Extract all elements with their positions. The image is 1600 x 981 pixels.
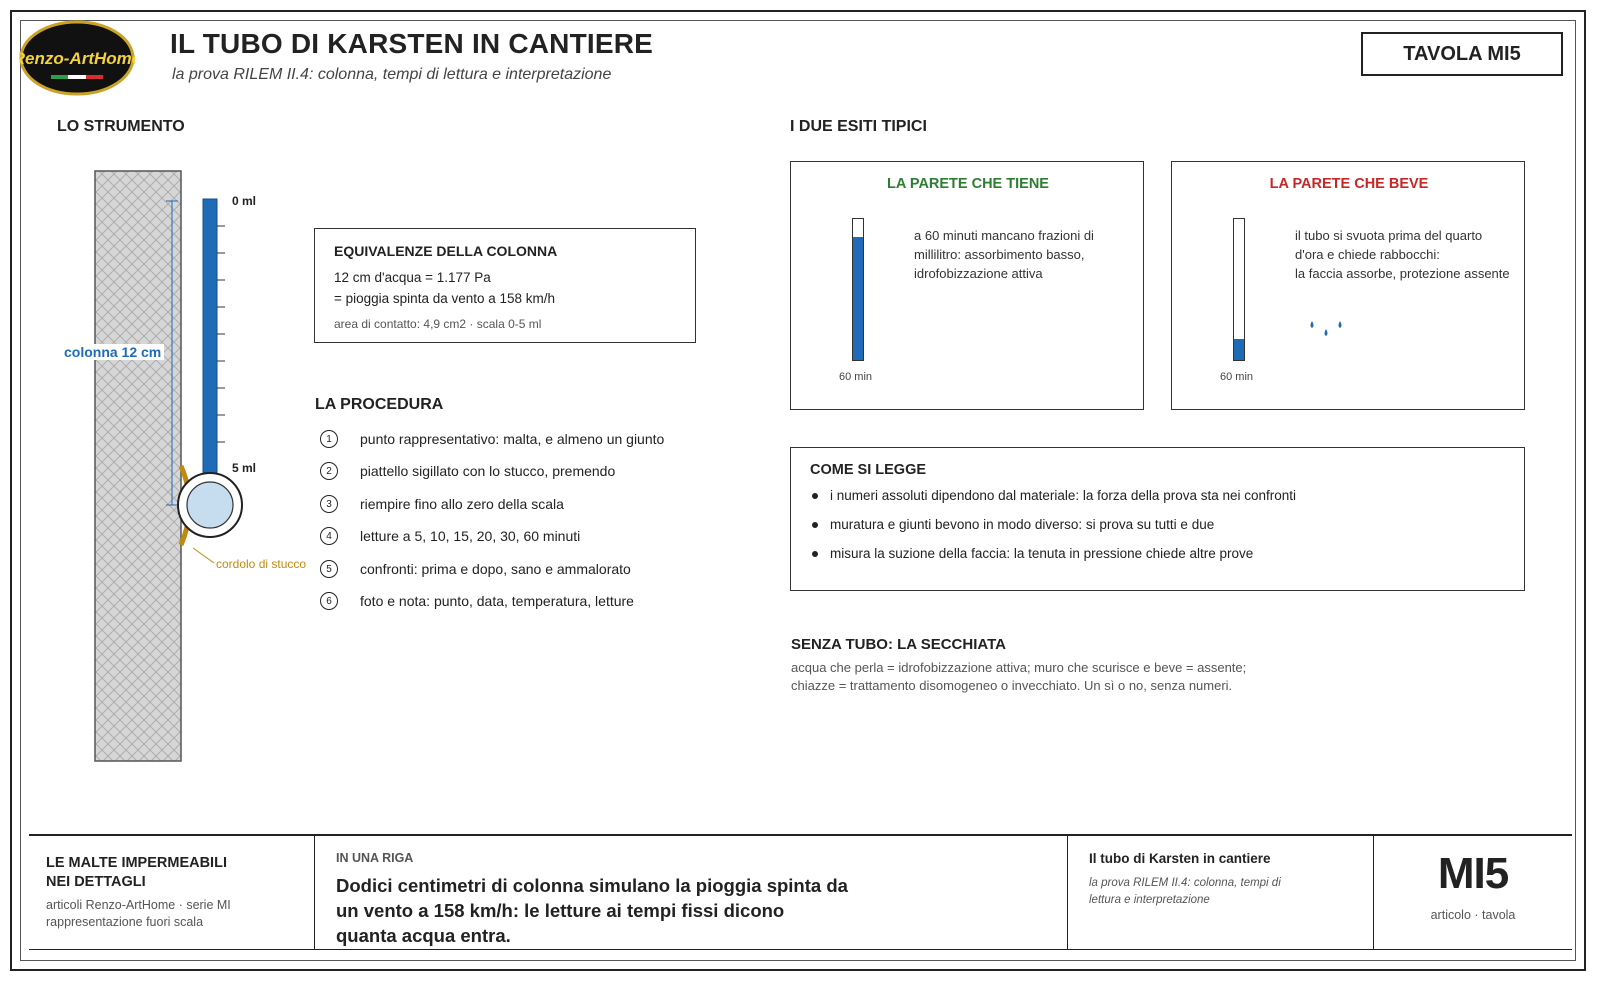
equivalenze-line3: area di contatto: 4,9 cm2 · scala 0-5 ml	[334, 317, 542, 331]
esito-beve-title: LA PARETE CHE BEVE	[1269, 176, 1429, 192]
series-sub-line2: rappresentazione fuori scala	[46, 915, 204, 929]
procedura-step	[320, 525, 580, 547]
series-sub	[46, 897, 231, 931]
esito-tiene-desc2: millilitro: assorbimento basso,	[914, 247, 1085, 262]
step-number: 2	[320, 462, 338, 480]
legge-item	[812, 546, 1253, 561]
bullet-icon	[812, 522, 818, 528]
label-5ml: 5 ml	[232, 461, 257, 475]
step-text: piattello sigillato con lo stucco, premendo	[360, 463, 616, 479]
esito-beve-desc	[1295, 226, 1510, 283]
legge-heading: COME SI LEGGE	[810, 462, 927, 478]
riga-text	[336, 873, 848, 948]
strumento-heading: LO STRUMENTO	[57, 118, 185, 135]
step-number: 6	[320, 592, 338, 610]
step-text: letture a 5, 10, 15, 20, 30, 60 minuti	[360, 528, 581, 544]
step-number: 5	[320, 560, 338, 578]
footer-top-rule	[29, 834, 1572, 836]
secchiata-heading: SENZA TUBO: LA SECCHIATA	[791, 636, 1006, 653]
esito-beve-desc1: il tubo si svuota prima del quarto	[1295, 228, 1483, 243]
riga-line2: un vento a 158 km/h: le letture ai tempi fissi dicono	[336, 900, 785, 921]
colonna-label: colonna 12 cm	[61, 344, 164, 360]
legge-item-text: misura la suzione della faccia: la tenuta in pressione chiede altre prove	[830, 546, 1254, 561]
esito-beve-desc2: d'ora e chiede rabbocchi:	[1295, 247, 1440, 262]
esito-tiene-time: 60 min	[839, 371, 873, 383]
footer-divider	[314, 835, 315, 949]
procedura-step	[320, 558, 631, 580]
esito-beve-tube	[1233, 218, 1245, 361]
logo-text: Renzo-ArtHome	[19, 49, 135, 68]
riga-line3: quanta acqua entra.	[336, 925, 511, 946]
wall-section	[95, 171, 181, 761]
esito-tiene-tube	[852, 218, 864, 361]
series-title	[46, 854, 227, 892]
esito-beve-box	[1171, 161, 1525, 410]
equivalenze-heading: EQUIVALENZE DELLA COLONNA	[334, 243, 558, 259]
page-subtitle: la prova RILEM II.4: colonna, tempi di lettura e interpretazione	[172, 66, 612, 83]
esito-beve-time: 60 min	[1220, 371, 1254, 383]
tavola-code-sub: articolo · tavola	[1430, 908, 1516, 922]
secchiata-line2: chiazze = trattamento disomogeneo o invecchiato. Un sì o no, senza numeri.	[791, 678, 1233, 693]
page-title: IL TUBO DI KARSTEN IN CANTIERE	[170, 28, 654, 59]
article-title: Il tubo di Karsten in cantiere	[1089, 851, 1271, 866]
series-sub-line1: articoli Renzo-ArtHome · serie MI	[46, 898, 231, 912]
legge-item	[812, 517, 1214, 532]
footer-bottom-rule	[29, 949, 1572, 950]
step-text: confronti: prima e dopo, sano e ammalorato	[360, 561, 631, 577]
step-text: punto rappresentativo: malta, e almeno un giunto	[360, 431, 665, 447]
esito-beve-water-level	[1234, 339, 1244, 360]
tavola-badge: TAVOLA MI5	[1361, 32, 1563, 76]
legge-item-text: muratura e giunti bevono in modo diverso: si prova su tutti e due	[830, 517, 1215, 532]
esito-tiene-water-level	[853, 237, 863, 360]
procedura-heading: LA PROCEDURA	[315, 396, 444, 413]
step-number: 1	[320, 430, 338, 448]
step-number: 4	[320, 527, 338, 545]
footer-divider	[1067, 835, 1068, 949]
secchiata-line1: acqua che perla = idrofobizzazione attiva; muro che scurisce e beve = assente;	[791, 660, 1247, 675]
karsten-tube	[203, 199, 217, 473]
secchiata-text	[791, 659, 1246, 695]
esito-tiene-desc	[914, 226, 1094, 283]
procedura-step	[320, 428, 664, 450]
esiti-heading: I DUE ESITI TIPICI	[790, 118, 927, 135]
article-sub-line1: la prova RILEM II.4: colonna, tempi di	[1089, 877, 1281, 889]
esito-tiene-box	[790, 161, 1144, 410]
scale-ticks	[217, 226, 225, 442]
legge-item	[812, 488, 1296, 503]
esito-tiene-desc1: a 60 minuti mancano frazioni di	[914, 228, 1094, 243]
equivalenze-line1: 12 cm d'acqua = 1.177 Pa	[334, 270, 491, 285]
step-text: foto e nota: punto, data, temperatura, letture	[360, 593, 634, 609]
legge-item-text: i numeri assoluti dipendono dal materiale: la forza della prova sta nei confronti	[830, 488, 1297, 503]
equivalenze-box	[314, 228, 696, 343]
cordolo-label: cordolo di stucco	[216, 557, 307, 571]
bullet-icon	[812, 493, 818, 499]
cordolo-leader	[193, 548, 214, 563]
step-text: riempire fino allo zero della scala	[360, 496, 564, 512]
tavola-code: MI5	[1437, 849, 1509, 898]
series-title-line2: NEI DETTAGLI	[46, 874, 146, 890]
article-sub-line2: lettura e interpretazione	[1089, 894, 1210, 906]
series-title-line1: LE MALTE IMPERMEABILI	[46, 855, 227, 871]
procedura-step	[320, 493, 564, 515]
esito-tiene-desc3: idrofobizzazione attiva	[914, 266, 1043, 281]
riga-label: IN UNA RIGA	[336, 851, 414, 865]
procedura-step	[320, 590, 634, 612]
riga-line1: Dodici centimetri di colonna simulano la pioggia spinta da	[336, 875, 848, 896]
water-drops-icon	[1308, 319, 1348, 341]
article-sub	[1089, 875, 1281, 909]
equivalenze-line2: = pioggia spinta da vento a 158 km/h	[334, 291, 556, 306]
esito-beve-desc3: la faccia assorbe, protezione assente	[1295, 266, 1510, 281]
step-number: 3	[320, 495, 338, 513]
label-0ml: 0 ml	[232, 194, 257, 208]
procedura-step	[320, 460, 615, 482]
esito-tiene-title: LA PARETE CHE TIENE	[887, 176, 1049, 192]
bullet-icon	[812, 551, 818, 557]
